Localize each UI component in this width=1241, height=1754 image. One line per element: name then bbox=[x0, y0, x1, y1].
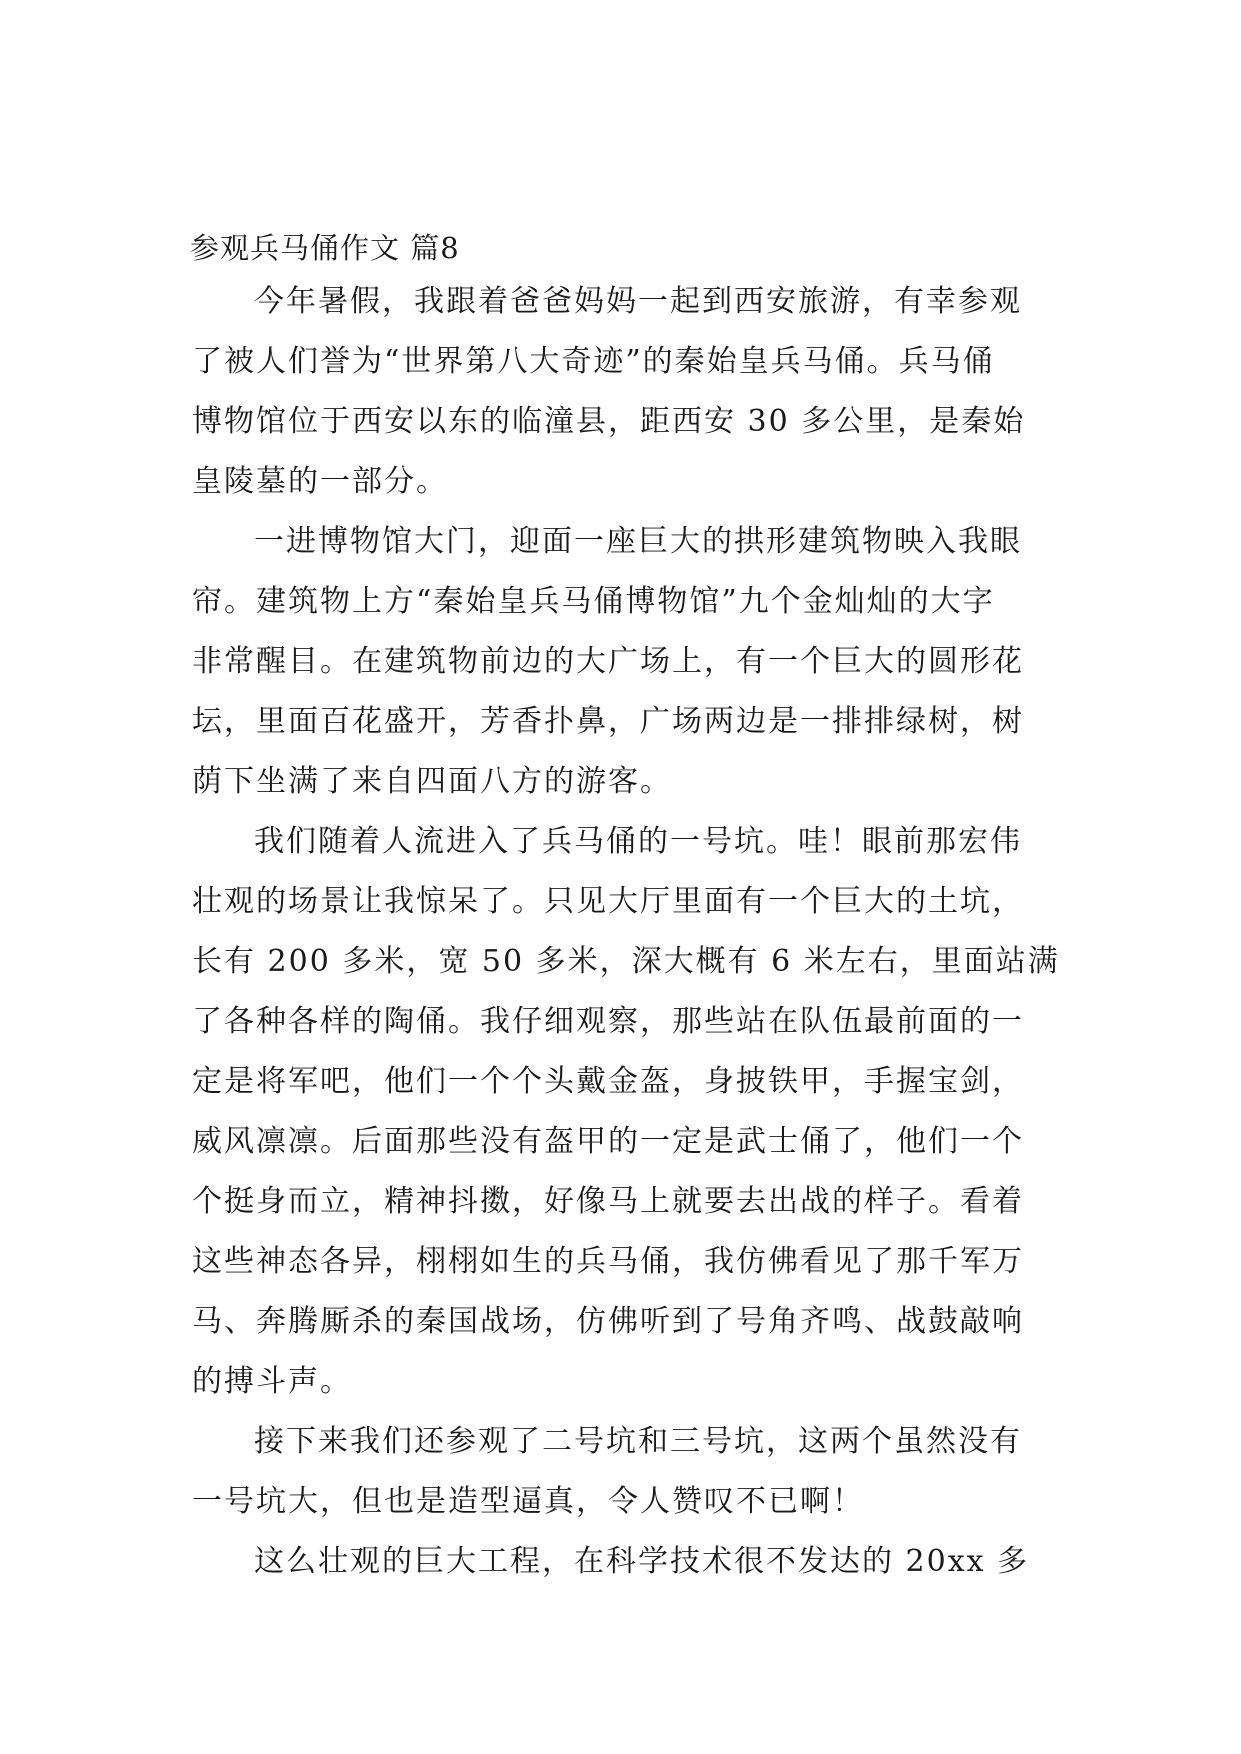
text-line: 坛，里面百花盛开，芳香扑鼻，广场两边是一排排绿树，树 bbox=[192, 704, 1024, 739]
paragraph bbox=[192, 1540, 1052, 1600]
paragraph bbox=[192, 820, 1060, 1420]
paragraph bbox=[192, 280, 1052, 520]
text-line: 个挺身而立，精神抖擞，好像马上就要去出战的样子。看着 bbox=[192, 1184, 1024, 1219]
text-line: 今年暑假，我跟着爸爸妈妈一起到西安旅游，有幸参观 bbox=[254, 284, 1022, 319]
text-line: 这么壮观的巨大工程，在科学技术很不发达的 20xx 多 bbox=[254, 1544, 1030, 1579]
text-line: 我们随着人流进入了兵马俑的一号坑。哇！眼前那宏伟 bbox=[254, 824, 1022, 859]
document-title: 参观兵马俑作文 篇8 bbox=[190, 231, 460, 265]
text-line: 一进博物馆大门，迎面一座巨大的拱形建筑物映入我眼 bbox=[254, 524, 1022, 559]
text-line: 马、奔腾厮杀的秦国战场，仿佛听到了号角齐鸣、战鼓敲响 bbox=[192, 1304, 1024, 1339]
text-line: 非常醒目。在建筑物前边的大广场上，有一个巨大的圆形花 bbox=[192, 644, 1024, 679]
text-line: 壮观的场景让我惊呆了。只见大厅里面有一个巨大的土坑， bbox=[192, 884, 1024, 919]
text-line: 帘。建筑物上方“秦始皇兵马俑博物馆”九个金灿灿的大字 bbox=[192, 584, 995, 619]
text-line: 这些神态各异，栩栩如生的兵马俑，我仿佛看见了那千军万 bbox=[192, 1244, 1024, 1279]
text-line: 荫下坐满了来自四面八方的游客。 bbox=[192, 764, 672, 799]
paragraph bbox=[192, 520, 1052, 820]
text-line: 威风凛凛。后面那些没有盔甲的一定是武士俑了，他们一个 bbox=[192, 1124, 1024, 1159]
text-line: 皇陵墓的一部分。 bbox=[192, 464, 448, 499]
text-line: 博物馆位于西安以东的临潼县，距西安 30 多公里，是秦始 bbox=[192, 404, 1026, 439]
text-line: 的搏斗声。 bbox=[192, 1364, 352, 1399]
text-line: 接下来我们还参观了二号坑和三号坑，这两个虽然没有 bbox=[254, 1424, 1022, 1459]
text-line: 一号坑大，但也是造型逼真，令人赞叹不已啊！ bbox=[192, 1484, 864, 1519]
text-line: 了各种各样的陶俑。我仔细观察，那些站在队伍最前面的一 bbox=[192, 1004, 1024, 1039]
text-line: 定是将军吧，他们一个个头戴金盔，身披铁甲，手握宝剑， bbox=[192, 1064, 1024, 1099]
text-line: 长有 200 多米，宽 50 多米，深大概有 6 米左右，里面站满 bbox=[192, 944, 1060, 979]
paragraph bbox=[192, 1420, 1052, 1540]
document-body bbox=[192, 280, 1060, 1600]
text-line: 了被人们誉为“世界第八大奇迹”的秦始皇兵马俑。兵马俑 bbox=[192, 344, 995, 379]
